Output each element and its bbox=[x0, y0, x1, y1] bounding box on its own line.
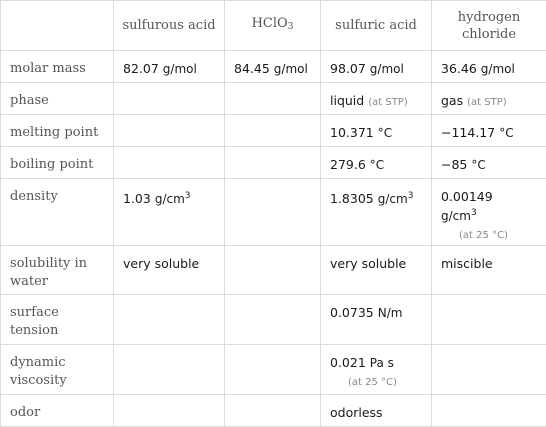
cell-unit: Pa s bbox=[370, 356, 394, 370]
table-row bbox=[1, 395, 546, 427]
table-cell bbox=[225, 147, 321, 179]
table-cell bbox=[225, 179, 321, 246]
table-body bbox=[1, 51, 546, 427]
cell-value: 0.021 bbox=[330, 355, 366, 370]
cell-value: 10.371 bbox=[330, 125, 374, 140]
cell-value: miscible bbox=[441, 256, 493, 271]
cell-value: 84.45 bbox=[234, 61, 270, 76]
cell-unit: g/mol bbox=[370, 62, 404, 76]
cell-unit: °C bbox=[370, 158, 384, 172]
cell-value: liquid bbox=[330, 93, 364, 108]
condition-note: (at STP) bbox=[467, 97, 507, 108]
cell-value: −114.17 bbox=[441, 125, 495, 140]
table-cell bbox=[225, 395, 321, 427]
table-row bbox=[1, 51, 546, 83]
table-cell bbox=[225, 115, 321, 147]
table-cell bbox=[321, 115, 432, 147]
cell-value: 279.6 bbox=[330, 157, 366, 172]
cell-unit: g/mol bbox=[274, 62, 308, 76]
column-header-sulfuric-acid: sulfuric acid bbox=[321, 1, 432, 51]
cell-unit: g/cm bbox=[441, 209, 471, 223]
corner-cell bbox=[1, 1, 114, 51]
cell-value: 1.8305 bbox=[330, 191, 374, 206]
table-cell bbox=[321, 395, 432, 427]
table-cell bbox=[432, 295, 546, 345]
cell-unit: g/cm bbox=[155, 192, 185, 206]
cell-value: 82.07 bbox=[123, 61, 159, 76]
table-row bbox=[1, 147, 546, 179]
column-header-hclo3 bbox=[225, 1, 321, 51]
row-label: molar mass bbox=[1, 51, 114, 83]
row-label: surface tension bbox=[1, 295, 114, 345]
condition-note: (at 25 °C) bbox=[459, 227, 538, 244]
table-cell bbox=[225, 295, 321, 345]
table-cell bbox=[114, 246, 225, 295]
cell-value: −85 bbox=[441, 157, 467, 172]
cell-unit: g/mol bbox=[481, 62, 515, 76]
table-cell bbox=[432, 115, 546, 147]
hclo-formula: HClO bbox=[252, 16, 288, 31]
table-cell bbox=[225, 246, 321, 295]
cell-value: 36.46 bbox=[441, 61, 477, 76]
table-cell bbox=[114, 295, 225, 345]
table-cell bbox=[114, 115, 225, 147]
table-cell bbox=[432, 179, 546, 246]
cell-unit: g/cm bbox=[378, 192, 408, 206]
condition-note: (at 25 °C) bbox=[348, 374, 423, 391]
table-cell bbox=[432, 246, 546, 295]
row-label: odor bbox=[1, 395, 114, 427]
table-cell bbox=[321, 345, 432, 395]
row-label: dynamic viscosity bbox=[1, 345, 114, 395]
table-cell bbox=[321, 51, 432, 83]
cell-value: odorless bbox=[330, 405, 383, 420]
unit-exponent: 3 bbox=[185, 191, 191, 201]
cell-value: gas bbox=[441, 93, 463, 108]
cell-unit: °C bbox=[499, 126, 513, 140]
unit-exponent: 3 bbox=[408, 191, 414, 201]
table-cell bbox=[114, 395, 225, 427]
table-cell bbox=[114, 179, 225, 246]
cell-unit: °C bbox=[378, 126, 392, 140]
table-cell bbox=[432, 147, 546, 179]
table-cell bbox=[321, 83, 432, 115]
condition-note: (at STP) bbox=[368, 97, 408, 108]
table-cell bbox=[432, 51, 546, 83]
table-cell bbox=[225, 51, 321, 83]
table-cell bbox=[321, 295, 432, 345]
table-cell bbox=[321, 147, 432, 179]
table-cell bbox=[225, 345, 321, 395]
header-row bbox=[1, 1, 546, 51]
table-cell bbox=[114, 345, 225, 395]
table-row bbox=[1, 345, 546, 395]
cell-unit: °C bbox=[471, 158, 485, 172]
table-row bbox=[1, 115, 546, 147]
row-label: boiling point bbox=[1, 147, 114, 179]
table-row bbox=[1, 295, 546, 345]
row-label: solubility in water bbox=[1, 246, 114, 295]
cell-value: very soluble bbox=[123, 256, 199, 271]
row-label: density bbox=[1, 179, 114, 246]
table-cell bbox=[432, 83, 546, 115]
unit-exponent: 3 bbox=[471, 208, 477, 218]
table-cell bbox=[432, 345, 546, 395]
table-cell bbox=[225, 83, 321, 115]
table-cell bbox=[432, 395, 546, 427]
row-label: melting point bbox=[1, 115, 114, 147]
cell-unit: N/m bbox=[378, 306, 403, 320]
cell-value: 0.0735 bbox=[330, 305, 374, 320]
cell-value: 98.07 bbox=[330, 61, 366, 76]
table-cell bbox=[321, 246, 432, 295]
cell-value: 1.03 bbox=[123, 191, 151, 206]
cell-value: very soluble bbox=[330, 256, 406, 271]
table-cell bbox=[114, 83, 225, 115]
table-row bbox=[1, 179, 546, 246]
table-cell bbox=[114, 51, 225, 83]
table-cell bbox=[114, 147, 225, 179]
cell-value: 0.00149 bbox=[441, 189, 493, 204]
hclo-subscript: 3 bbox=[288, 22, 294, 32]
table-cell bbox=[321, 179, 432, 246]
cell-unit: g/mol bbox=[163, 62, 197, 76]
table-row bbox=[1, 83, 546, 115]
column-header-sulfurous-acid: sulfurous acid bbox=[114, 1, 225, 51]
table-row bbox=[1, 246, 546, 295]
row-label: phase bbox=[1, 83, 114, 115]
column-header-hydrogen-chloride: hydrogen chloride bbox=[432, 1, 546, 51]
